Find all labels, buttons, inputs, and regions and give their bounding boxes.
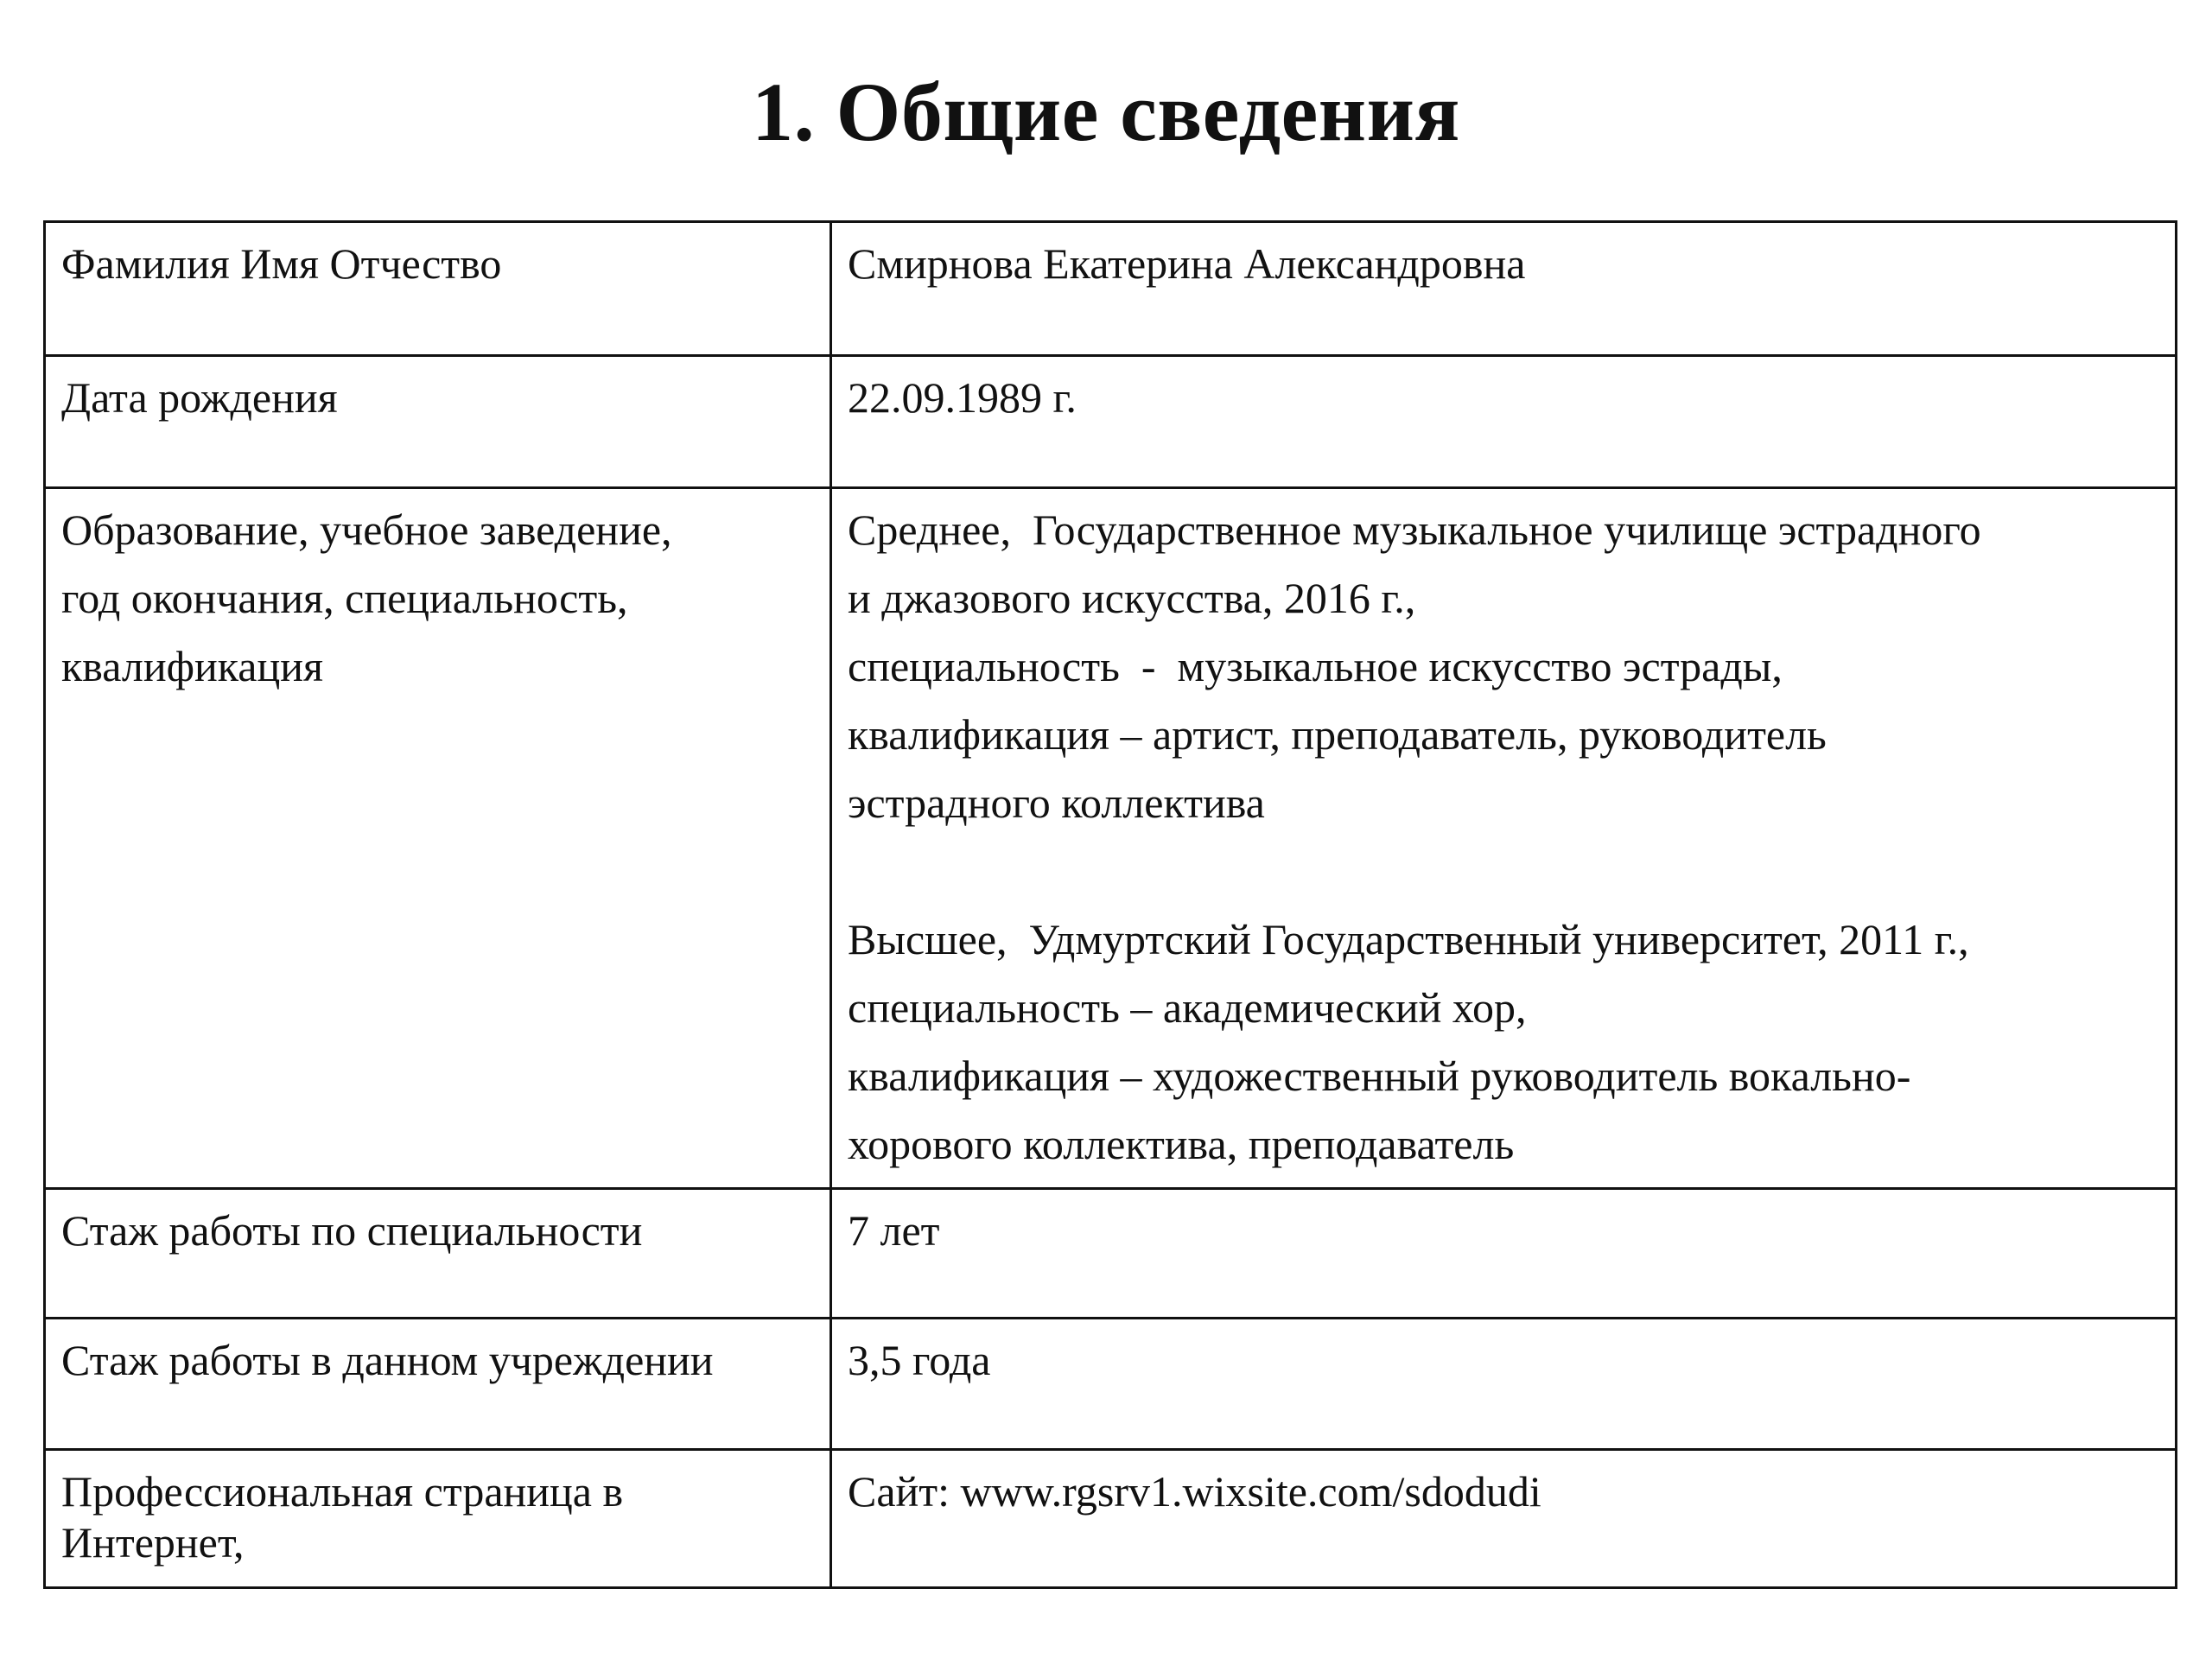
paragraph-spacer <box>848 837 2159 906</box>
table-row-education <box>45 488 2177 1189</box>
birth-date-label <box>45 356 831 488</box>
label-line: Профессиональная страница в <box>61 1467 624 1516</box>
value-line: Высшее, Удмуртский Государственный университет, 2011 г., <box>848 915 1969 963</box>
general-info-table <box>43 220 2177 1589</box>
label-line: Дата рождения <box>61 373 338 422</box>
table-row-full-name <box>45 222 2177 356</box>
institution-experience-value <box>831 1319 2177 1450</box>
value-line: 3,5 года <box>848 1336 991 1384</box>
value-line: эстрадного коллектива <box>848 779 1265 827</box>
education-value <box>831 488 2177 1189</box>
label-line: квалификация <box>61 642 323 690</box>
label-line: Интернет, <box>61 1518 245 1567</box>
value-line: Среднее, Государственное музыкальное училище эстрадного <box>848 505 1981 554</box>
label-line: год окончания, специальность, <box>61 574 628 622</box>
value-line: специальность - музыкальное искусство эстрады, <box>848 642 1783 690</box>
table-row-birth-date <box>45 356 2177 488</box>
web-page-label <box>45 1450 831 1588</box>
table-row-web-page <box>45 1450 2177 1588</box>
table-row-specialty-experience <box>45 1189 2177 1319</box>
label-line: Стаж работы в данном учреждении <box>61 1336 714 1384</box>
value-line: Смирнова Екатерина Александровна <box>848 239 1526 288</box>
label-line: Фамилия Имя Отчество <box>61 239 502 288</box>
label-line: Стаж работы по специальности <box>61 1206 643 1255</box>
page-title: 1. Общие сведения <box>752 66 1460 158</box>
institution-experience-label <box>45 1319 831 1450</box>
table-row-institution-experience <box>45 1319 2177 1450</box>
full-name-value <box>831 222 2177 356</box>
birth-date-value <box>831 356 2177 488</box>
website-link[interactable]: Сайт: www.rgsrv1.wixsite.com/sdodudi <box>848 1467 1541 1516</box>
specialty-experience-label <box>45 1189 831 1319</box>
value-line: специальность – академический хор, <box>848 983 1527 1032</box>
value-line: 7 лет <box>848 1206 940 1255</box>
full-name-label <box>45 222 831 356</box>
value-line: квалификация – артист, преподаватель, руководитель <box>848 710 1827 759</box>
education-label <box>45 488 831 1189</box>
label-line: Образование, учебное заведение, <box>61 505 672 554</box>
value-line: квалификация – художественный руководитель вокально- <box>848 1052 1911 1100</box>
specialty-experience-value <box>831 1189 2177 1319</box>
value-line: и джазового искусства, 2016 г., <box>848 574 1416 622</box>
value-line: хорового коллектива, преподаватель <box>848 1120 1515 1168</box>
value-line: 22.09.1989 г. <box>848 373 1077 422</box>
web-page-value <box>831 1450 2177 1588</box>
